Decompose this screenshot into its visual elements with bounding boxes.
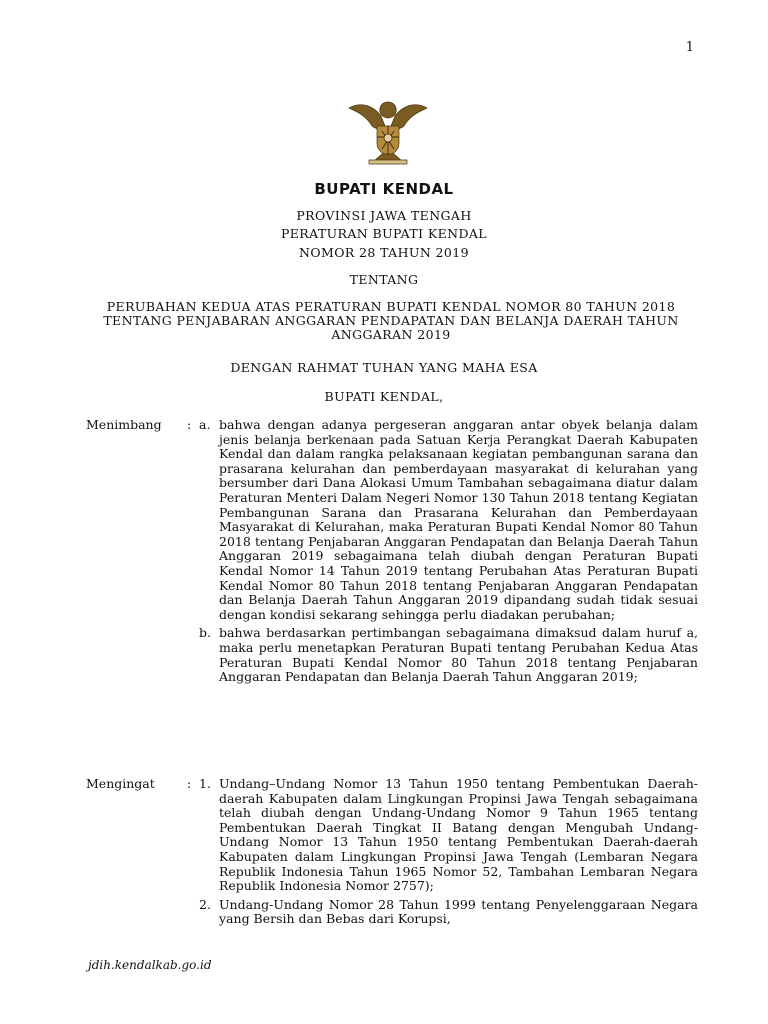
menimbang-marker-b: b. bbox=[199, 625, 211, 641]
bupati-kendal-heading: BUPATI KENDAL, bbox=[324, 389, 444, 404]
menimbang-item-a bbox=[199, 418, 698, 622]
regulation-number: NOMOR 28 TAHUN 2019 bbox=[299, 245, 469, 260]
mengingat-colon: : bbox=[187, 776, 192, 791]
menimbang-colon: : bbox=[187, 417, 192, 432]
page-number: 1 bbox=[685, 40, 694, 55]
mengingat-item-2 bbox=[199, 898, 698, 927]
regulation-heading: PERATURAN BUPATI KENDAL bbox=[280, 226, 488, 241]
menimbang-text-a: bahwa dengan adanya pergeseran anggaran antar obyek belanja dalam jenis belanja berkenaan pada Satuan Kerja Perangkat Daerah Kabupaten Kendal dan dalam rangka pelaksanaan kegiatan pembangunan sarana dan prasarana kelurahan dan pemberdayaan masyarakat di kelurahan yang bersumber dari Dana Alokasi Umum Tambahan sebagaimana diatur dalam Peraturan Menteri Dalam Negeri Nomor 130 Tahun 2018 tentang Kegiatan Pembangunan Sarana dan Prasarana Kelurahan dan Pemberdayaan Masyarakat di Kelurahan, maka Peraturan Bupati Kendal Nomor 80 Tahun 2018 tentang Penjabaran Anggaran Pendapatan dan Belanja Daerah Tahun Anggaran 2019 sebagaimana telah diubah dengan Peraturan Bupati Kendal Nomor 14 Tahun 2019 tentang Perubahan Atas Peraturan Bupati Kendal Nomor 80 Tahun 2018 tentang Penjabaran Anggaran Pendapatan dan Belanja Daerah Tahun Anggaran 2019 dipandang sudah tidak sesuai dengan kondisi sekarang sehingga perlu diadakan perubahan; bbox=[219, 417, 698, 622]
mengingat-item-1 bbox=[199, 777, 698, 894]
garuda-emblem-icon bbox=[346, 92, 430, 166]
tentang-heading: TENTANG bbox=[349, 272, 419, 287]
mengingat-text-2: Undang-Undang Nomor 28 Tahun 1999 tentang Penyelenggaraan Negara yang Bersih dan Bebas dari Korupsi, bbox=[219, 896, 698, 927]
mengingat-marker-2: 2. bbox=[199, 896, 211, 912]
menimbang-text-b: bahwa berdasarkan pertimbangan sebagaimana dimaksud dalam huruf a, maka perlu menetapkan Peraturan Bupati tentang Perubahan Kedua Atas Peraturan Bupati Kendal Nomor 80 Tahun 2018 tentang Penjabaran Anggaran Pendapatan dan Belanja Daerah Tahun Anggaran 2019; bbox=[219, 625, 698, 685]
menimbang-marker-a: a. bbox=[199, 417, 211, 432]
menimbang-section bbox=[86, 418, 698, 689]
document-title: BUPATI KENDAL bbox=[314, 180, 454, 198]
jdih-link[interactable]: jdih.kendalkab.go.id bbox=[88, 958, 212, 972]
mengingat-section bbox=[86, 777, 698, 931]
regulation-subject: PERUBAHAN KEDUA ATAS PERATURAN BUPATI KENDAL NOMOR 80 TAHUN 2018 TENTANG PENJABARAN ANGGARAN PENDAPATAN DAN BELANJA DAERAH TAHUN ANGGARAN 2019 bbox=[103, 299, 679, 342]
mengingat-marker-1: 1. bbox=[199, 776, 211, 791]
province-heading: PROVINSI JAWA TENGAH bbox=[296, 208, 472, 223]
mengingat-label: Mengingat bbox=[86, 776, 155, 791]
mengingat-text-1: Undang–Undang Nomor 13 Tahun 1950 tentang Pembentukan Daerah-daerah Kabupaten dalam Lingkungan Propinsi Jawa Tengah sebagaimana telah diubah dengan Undang-Undang Nomor 9 Tahun 1965 tentang Pembentukan Daerah Tingkat II Batang dengan Mengubah Undang-Undang Nomor 13 Tahun 1950 tentang Pembentukan Daerah-daerah Kabupaten dalam Lingkungan Propinsi Jawa Tengah (Lembaran Negara Republik Indonesia Tahun 1965 Nomor 52, Tambahan Lembaran Negara Republik Indonesia Nomor 2757); bbox=[219, 776, 698, 894]
menimbang-item-b bbox=[199, 626, 698, 684]
rahmat-heading: DENGAN RAHMAT TUHAN YANG MAHA ESA bbox=[230, 360, 538, 375]
menimbang-label: Menimbang bbox=[86, 417, 162, 432]
